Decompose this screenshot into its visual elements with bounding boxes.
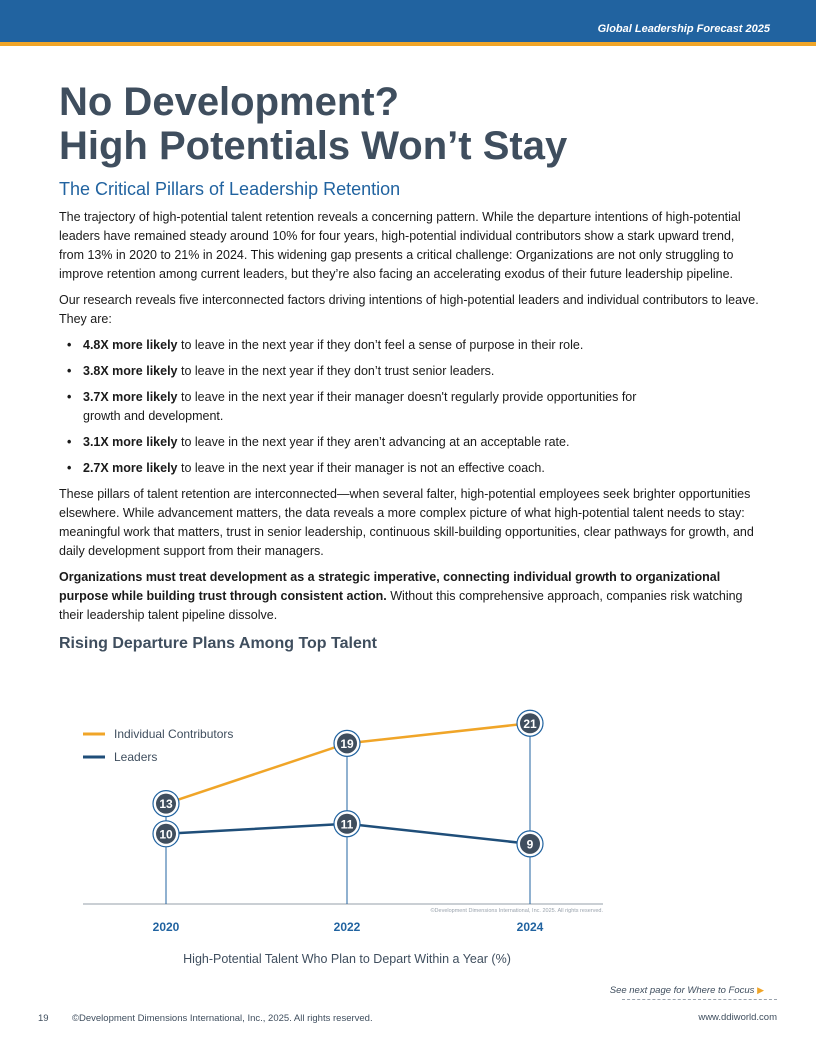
- chart-title: Rising Departure Plans Among Top Talent: [59, 635, 377, 652]
- pillars-paragraph: These pillars of talent retention are interconnected—when several falter, high-potential employees seek brighter opportunities elsewhere. While advancement matters, the data reveals a more complex picture of what high-potential talent needs to stay: meaningful work that matters, trust in senior leadership, continuous skill-building opportunities, clear pathways for growth, and daily development support from their managers.: [59, 487, 754, 558]
- header-report-title: Global Leadership Forecast 2025: [597, 23, 770, 35]
- factors-intro-paragraph: Our research reveals five interconnected factors driving intentions of high-potential leaders and individual contributors to leave. They are:: [59, 293, 759, 326]
- data-label-1-0: 10: [159, 827, 173, 842]
- factor-multiplier: 2.7X more likely: [83, 461, 178, 475]
- next-page-note: [610, 985, 764, 996]
- body-text: [59, 208, 759, 632]
- list-item: [59, 459, 759, 478]
- factor-text: to leave in the next year if their manager doesn't regularly provide opportunities for growth and development.: [83, 390, 637, 423]
- factor-text: to leave in the next year if they don’t feel a sense of purpose in their role.: [177, 338, 584, 352]
- data-label-0-0: 13: [159, 797, 173, 812]
- factor-text: to leave in the next year if they aren’t advancing at an acceptable rate.: [177, 435, 570, 449]
- x-tick-label-2024: 2024: [516, 920, 544, 934]
- intro-paragraph: The trajectory of high-potential talent retention reveals a concerning pattern. While the departure intentions of high-potential leaders have remained steady around 10% for four years, high-potential individual contributors show a stark upward trend, from 13% in 2020 to 21% in 2024. This widening gap presents a critical challenge: Organizations are not only struggling to improve retention among current leaders, but they’re also facing an accelerating exodus of their future leadership pipeline.: [59, 210, 741, 281]
- list-item: [59, 362, 759, 381]
- conclusion-bold-text: Organizations must treat development as a strategic imperative, connecting individual growth to organizational purpose while building trust through consistent action.: [59, 570, 721, 603]
- list-item: [59, 388, 643, 426]
- conclusion-text: Without this comprehensive approach, companies risk watching their leadership talent pipeline dissolve.: [59, 589, 743, 622]
- factor-text: to leave in the next year if their manager is not an effective coach.: [177, 461, 545, 475]
- data-label-1-1: 11: [340, 817, 354, 832]
- factor-multiplier: 3.1X more likely: [83, 435, 178, 449]
- factor-multiplier: 4.8X more likely: [83, 338, 178, 352]
- factors-list: [59, 336, 759, 478]
- page-number: 19: [38, 1013, 49, 1024]
- data-label-0-2: 21: [523, 716, 537, 731]
- departure-line-chart: [0, 700, 816, 980]
- factor-multiplier: 3.7X more likely: [83, 390, 178, 404]
- legend-label-0: Individual Contributors: [114, 727, 234, 741]
- data-label-0-1: 19: [340, 736, 354, 751]
- list-item: [59, 336, 759, 355]
- footer-copyright: ©Development Dimensions International, Inc., 2025. All rights reserved.: [72, 1013, 373, 1024]
- factor-multiplier: 3.8X more likely: [83, 364, 178, 378]
- x-axis-label: High-Potential Talent Who Plan to Depart Within a Year (%): [183, 952, 511, 966]
- chart-copyright-note: ©Development Dimensions International, Inc. 2025. All rights reserved.: [430, 908, 603, 914]
- list-item: [59, 433, 759, 452]
- page-title-line-2: High Potentials Won’t Stay: [59, 124, 568, 168]
- factor-text: to leave in the next year if they don’t trust senior leaders.: [177, 364, 495, 378]
- header-accent-stripe: [0, 42, 816, 46]
- x-tick-label-2022: 2022: [333, 920, 361, 934]
- page-subtitle: The Critical Pillars of Leadership Retention: [59, 179, 401, 199]
- footer-dashed-divider: [622, 999, 777, 1000]
- footer-website-link[interactable]: www.ddiworld.com: [698, 1012, 777, 1023]
- x-tick-label-2020: 2020: [152, 920, 180, 934]
- next-page-text: See next page for Where to Focus: [609, 985, 755, 996]
- conclusion-paragraph: [59, 568, 759, 625]
- header-bar: [0, 0, 816, 42]
- legend-label-1: Leaders: [114, 750, 158, 764]
- page-title-line-1: No Development?: [59, 80, 400, 124]
- page-title: [59, 80, 567, 168]
- play-arrow-icon: ▶: [757, 985, 764, 995]
- data-label-1-2: 9: [526, 837, 534, 852]
